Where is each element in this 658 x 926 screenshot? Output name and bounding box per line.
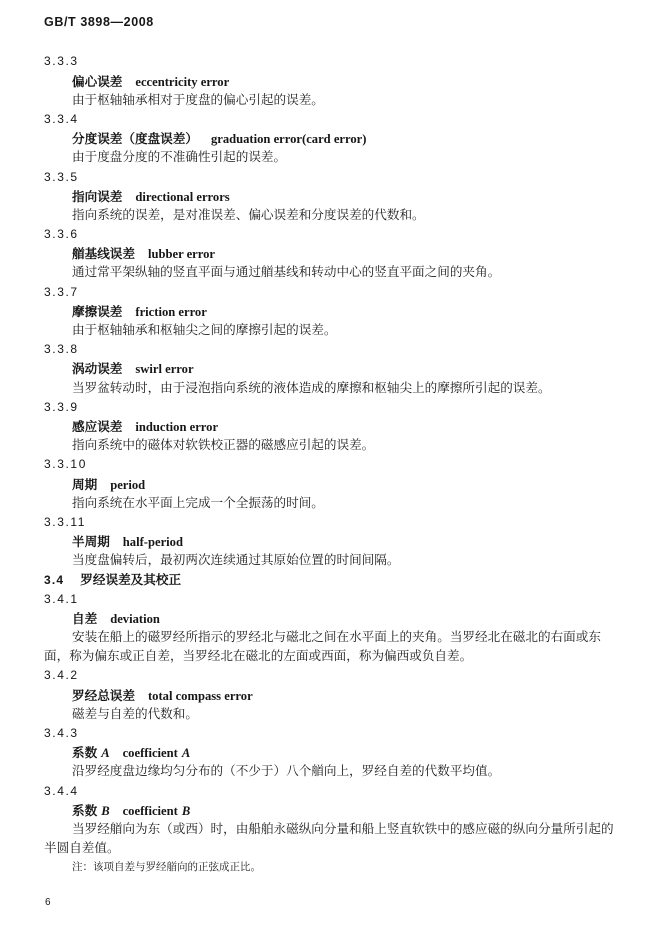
term-chinese: 感应误差 <box>72 418 123 434</box>
term-definition: 磁差与自差的代数和。 <box>72 706 198 721</box>
term-chinese-variable: A <box>101 746 110 761</box>
term-english: coefficient <box>122 803 178 818</box>
term-english: deviation <box>110 611 160 626</box>
term-chinese: 系数 <box>72 802 98 818</box>
term-english-variable: B <box>181 803 191 818</box>
term-entry <box>44 455 614 513</box>
term-chinese-variable: B <box>101 803 110 818</box>
term-chinese: 罗经总误差 <box>72 687 135 703</box>
document-body <box>44 52 614 877</box>
clause-number: 3.4.1 <box>44 591 79 606</box>
term-english: friction error <box>135 304 207 319</box>
term-english: graduation error(card error) <box>210 132 367 147</box>
term-definition: 指向系统中的磁体对软铁校正器的磁感应引起的误差。 <box>72 438 375 453</box>
note: 注：该项自差与罗经艏向的正弦成正比。 <box>72 862 261 874</box>
term-line <box>44 686 614 705</box>
term-line <box>44 187 614 206</box>
term-entry <box>44 225 614 283</box>
term-english: coefficient <box>122 746 178 761</box>
term-entry <box>44 724 614 782</box>
term-chinese: 摩擦误差 <box>72 303 123 319</box>
clause-number: 3.4.3 <box>44 725 79 740</box>
clause-number: 3.3.8 <box>44 342 79 357</box>
term-definition: 当罗经艏向为东（或西）时，由船舶永磁纵向分量和船上竖直软铁中的感应磁的纵向分量所引起的 <box>72 821 614 836</box>
term-definition: 指向系统在水平面上完成一个全振荡的时间。 <box>72 495 324 510</box>
term-line <box>44 302 614 321</box>
clause-number: 3.3.10 <box>44 457 87 472</box>
term-line <box>44 72 614 91</box>
term-definition-continued: 面，称为偏东或正自差，当罗经北在磁北的左面或西面，称为偏西或负自差。 <box>44 649 473 664</box>
term-entry <box>44 513 614 571</box>
clause-number: 3.3.11 <box>44 514 87 529</box>
term-chinese: 周期 <box>72 476 98 492</box>
term-chinese: 偏心误差 <box>72 73 123 89</box>
term-entry <box>44 110 614 168</box>
term-entry <box>44 398 614 456</box>
clause-number: 3.3.7 <box>44 284 79 299</box>
clause-number: 3.3.4 <box>44 111 79 126</box>
clause-number: 3.3.5 <box>44 169 79 184</box>
term-entry <box>44 590 614 667</box>
term-entry <box>44 283 614 341</box>
term-line <box>44 532 614 551</box>
term-line <box>44 801 614 820</box>
section-number: 3.4 <box>44 573 65 588</box>
term-line <box>44 743 614 762</box>
term-line <box>44 475 614 494</box>
term-chinese: 指向误差 <box>72 188 123 204</box>
term-chinese: 涡动误差 <box>72 361 123 377</box>
section-heading <box>44 570 614 589</box>
term-definition: 安装在船上的磁罗经所指示的罗经北与磁北之间在水平面上的夹角。当罗经北在磁北的右面或东 <box>72 630 601 645</box>
clause-number: 3.4.4 <box>44 783 79 798</box>
term-english: directional errors <box>135 189 230 204</box>
term-chinese: 系数 <box>72 745 98 761</box>
page-number: 6 <box>45 897 51 908</box>
term-definition-continued: 半圆自差值。 <box>44 841 120 856</box>
term-english: induction error <box>135 419 219 434</box>
term-entry <box>44 782 614 859</box>
term-chinese: 艏基线误差 <box>72 246 135 262</box>
term-english-variable: A <box>181 746 191 761</box>
clause-number: 3.3.6 <box>44 227 79 242</box>
term-chinese: 分度误差（度盘误差） <box>72 131 198 147</box>
term-line <box>44 359 614 378</box>
term-english: total compass error <box>147 688 253 703</box>
term-definition: 指向系统的误差，是对准误差、偏心误差和分度误差的代数和。 <box>72 207 425 222</box>
section-title: 罗经误差及其校正 <box>80 572 182 588</box>
term-entry <box>44 52 614 110</box>
term-english: eccentricity error <box>135 74 230 89</box>
term-line <box>44 417 614 436</box>
term-definition: 通过常平架纵轴的竖直平面与通过艏基线和转动中心的竖直平面之间的夹角。 <box>72 265 501 280</box>
term-english: swirl error <box>135 362 194 377</box>
term-english: period <box>110 477 146 492</box>
term-definition: 由于度盘分度的不准确性引起的误差。 <box>72 150 287 165</box>
term-chinese: 自差 <box>72 610 98 626</box>
term-line <box>44 129 614 148</box>
clause-number: 3.4.2 <box>44 668 79 683</box>
term-line <box>44 244 614 263</box>
term-definition: 由于枢轴轴承和枢轴尖之间的摩擦引起的误差。 <box>72 323 337 338</box>
term-entry <box>44 340 614 398</box>
term-definition: 当罗盆转动时，由于浸泡指向系统的液体造成的摩擦和枢轴尖上的摩擦所引起的误差。 <box>72 380 551 395</box>
term-definition: 沿罗经度盘边缘均匀分布的（不少于）八个艏向上，罗经自差的代数平均值。 <box>72 764 501 779</box>
term-definition: 当度盘偏转后，最初两次连续通过其原始位置的时间间隔。 <box>72 553 400 568</box>
term-english: half-period <box>122 535 183 550</box>
term-definition: 由于枢轴轴承相对于度盘的偏心引起的误差。 <box>72 92 324 107</box>
term-entry <box>44 666 614 724</box>
term-chinese: 半周期 <box>72 534 110 550</box>
term-line <box>44 609 614 628</box>
term-entry <box>44 168 614 226</box>
standard-code-header: GB/T 3898—2008 <box>44 15 154 29</box>
term-english: lubber error <box>147 247 216 262</box>
clause-number: 3.3.9 <box>44 399 79 414</box>
clause-number: 3.3.3 <box>44 54 79 69</box>
